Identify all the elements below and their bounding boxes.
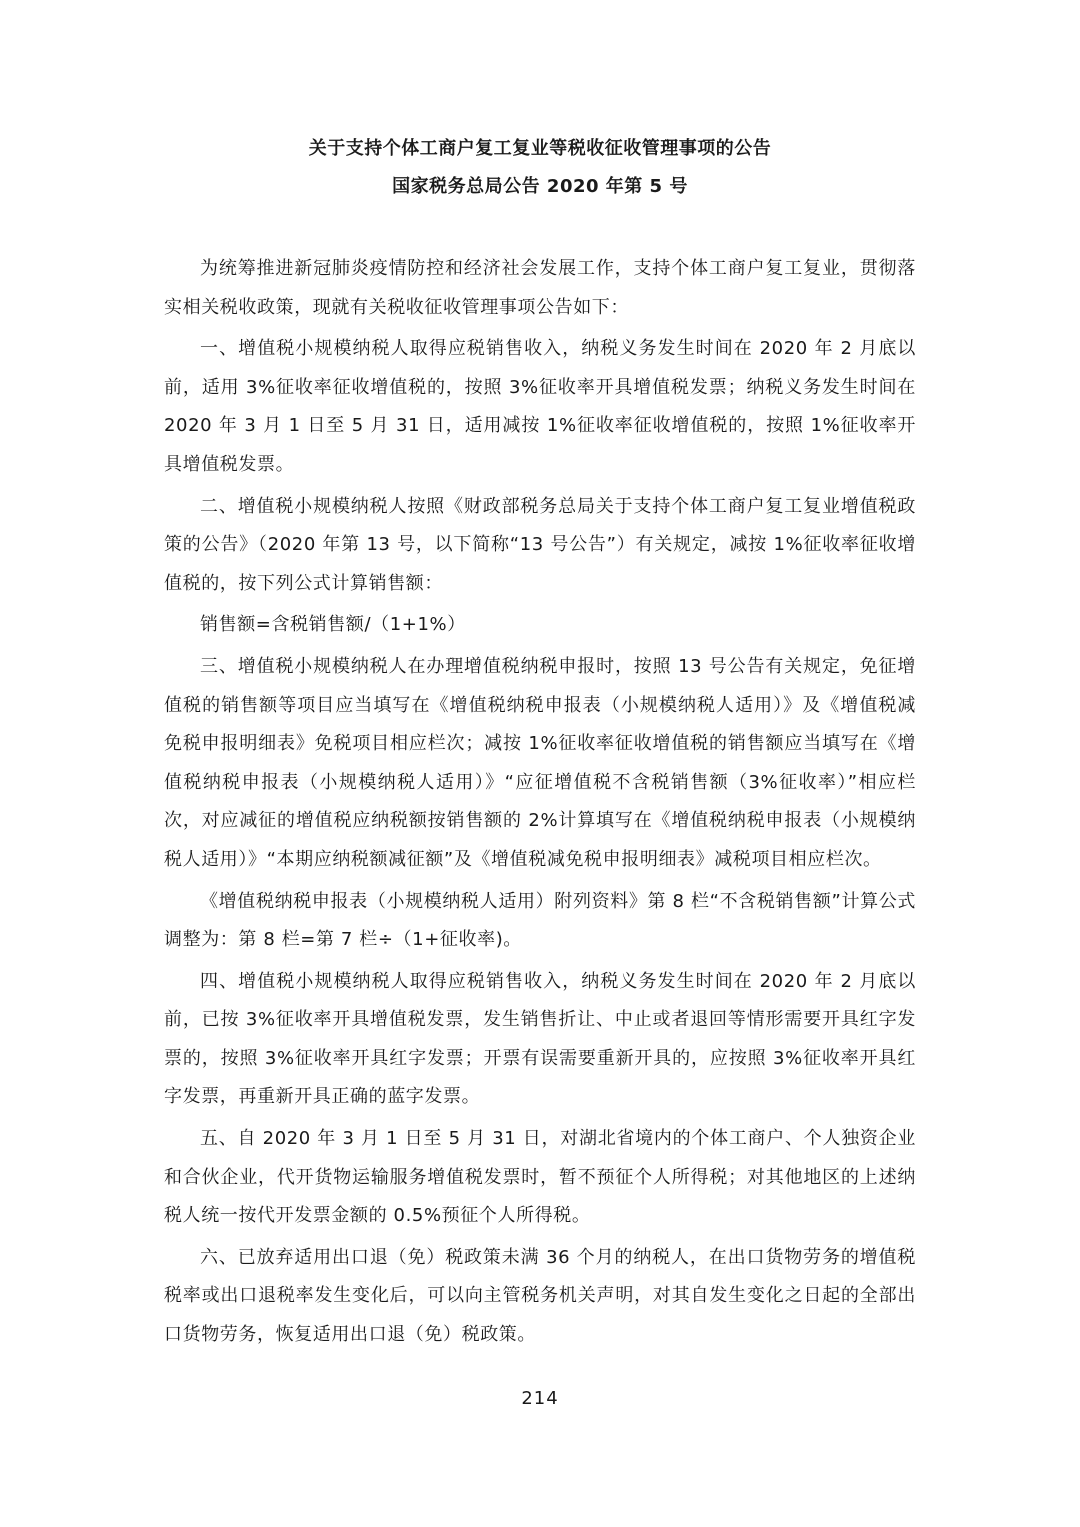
paragraph-formula: 销售额=含税销售额/（1+1%） bbox=[200, 614, 466, 636]
paragraph-item-5: 五、自 2020 年 3 月 1 日至 5 月 31 日，对湖北省境内的个体工商户、个人独资企业和合伙企业，代开货物运输服务增值税发票时，暂不预征个人所得税；对其他地区的上述纳税人统一按代开发票金额的 0.5%预征个人所得税。 bbox=[164, 1128, 916, 1227]
paragraph-item-1: 一、增值税小规模纳税人取得应税销售收入，纳税义务发生时间在 2020 年 2 月底以前，适用 3%征收率征收增值税的，按照 3%征收率开具增值税发票；纳税义务发生时间在 2020 年 3 月 1 日至 5 月 31 日，适用减按 1%征收率征收增值税的，按照 1%征收率开具增值税发票。 bbox=[164, 338, 916, 475]
paragraph-item-2: 二、增值税小规模纳税人按照《财政部税务总局关于支持个体工商户复工复业增值税政策的公告》（2020 年第 13 号，以下简称“13 号公告”）有关规定，减按 1%征收率征收增值税的，按下列公式计算销售额： bbox=[164, 495, 916, 594]
document-title: 关于支持个体工商户复工复业等税收征收管理事项的公告 bbox=[308, 138, 772, 159]
paragraph-intro: 为统筹推进新冠肺炎疫情防控和经济社会发展工作，支持个体工商户复工复业，贯彻落实相关税收政策，现就有关税收征收管理事项公告如下： bbox=[164, 258, 916, 318]
page-number: 214 bbox=[521, 1388, 559, 1409]
document-subtitle: 国家税务总局公告 2020 年第 5 号 bbox=[392, 176, 688, 197]
document-body bbox=[164, 250, 916, 1355]
paragraph-item-3-note: 《增值税纳税申报表（小规模纳税人适用）附列资料》第 8 栏“不含税销售额”计算公式调整为：第 8 栏=第 7 栏÷（1+征收率)。 bbox=[164, 890, 916, 951]
paragraph-item-4: 四、增值税小规模纳税人取得应税销售收入，纳税义务发生时间在 2020 年 2 月底以前，已按 3%征收率开具增值税发票，发生销售折让、中止或者退回等情形需要开具红字发票的，按照 3%征收率开具红字发票；开票有误需要重新开具的，应按照 3%征收率开具红字发票，再重新开具正确的蓝字发票。 bbox=[164, 970, 916, 1108]
paragraph-item-6: 六、已放弃适用出口退（免）税政策未满 36 个月的纳税人，在出口货物劳务的增值税税率或出口退税率发生变化后，可以向主管税务机关声明，对其自发生变化之日起的全部出口货物劳务，恢复适用出口退（免）税政策。 bbox=[164, 1246, 916, 1346]
paragraph-item-3: 三、增值税小规模纳税人在办理增值税纳税申报时，按照 13 号公告有关规定，免征增值税的销售额等项目应当填写在《增值税纳税申报表（小规模纳税人适用）》及《增值税减免税申报明细表》免税项目相应栏次；减按 1%征收率征收增值税的销售额应当填写在《增值税纳税申报表（小规模纳税人适用）》“应征增值税不含税销售额（3%征收率）”相应栏次，对应减征的增值税应纳税额按销售额的 2%计算填写在《增值税纳税申报表（小规模纳税人适用）》“本期应纳税额减征额”及《增值税减免税申报明细表》减税项目相应栏次。 bbox=[164, 655, 916, 870]
